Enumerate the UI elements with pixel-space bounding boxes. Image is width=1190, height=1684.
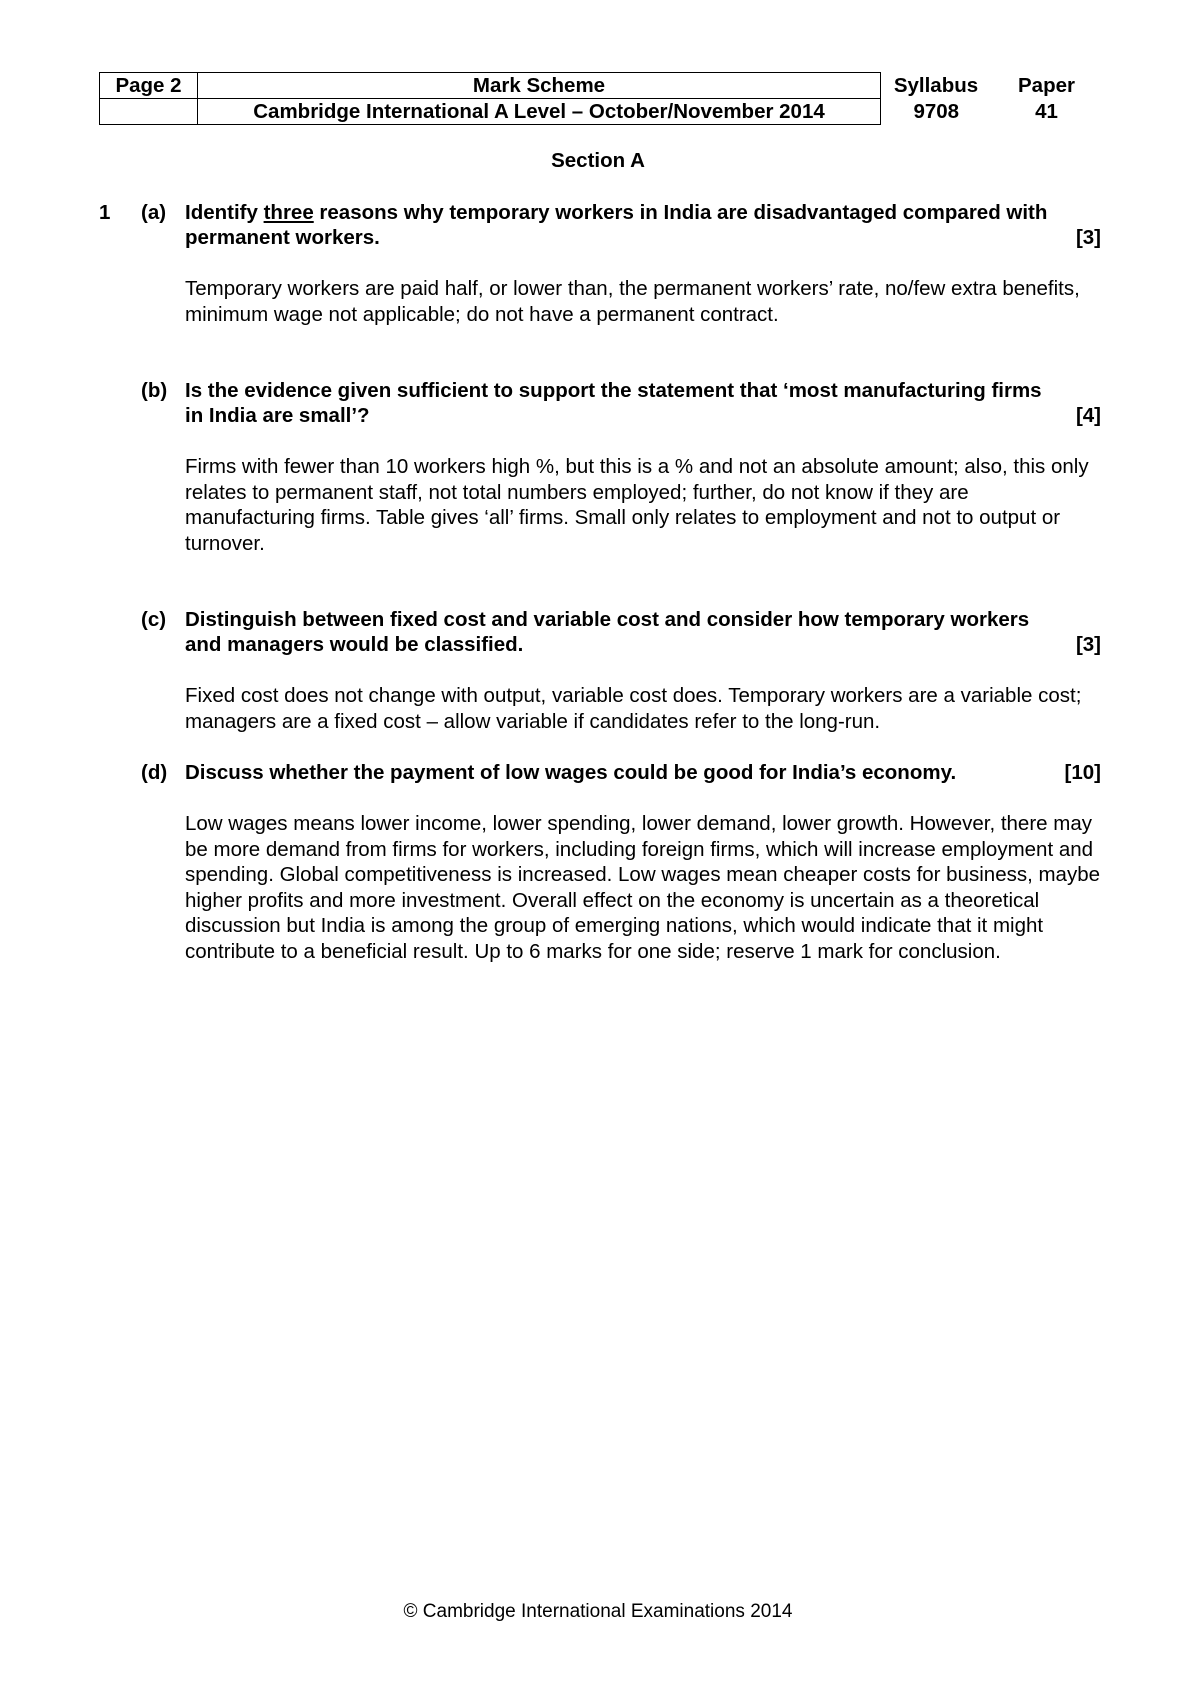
question-part-d: [141, 760, 1101, 964]
paper-label: Paper: [1018, 73, 1075, 97]
question-text: [185, 200, 1101, 250]
question-text: [185, 760, 1101, 785]
question-part-b: [141, 378, 1101, 556]
answer-text: Firms with fewer than 10 workers high %, but this is a % and not an absolute amount; also, this only relates to permanent staff, not total numbers employed; further, do not know if they are manufacturing firms. Table gives ‘all’ firms. Small only relates to employment and not to output or turnover.: [185, 455, 1089, 555]
section-heading: Section A: [551, 149, 645, 172]
marks: [10]: [1064, 761, 1101, 784]
question-text-body: Discuss whether the payment of low wages could be good for India’s economy.: [185, 761, 957, 784]
question-part-c: [141, 607, 1101, 734]
question-text: [185, 378, 1101, 428]
syllabus-value: 9708: [913, 99, 960, 123]
header-empty-cell: [100, 99, 198, 125]
question-text-body: Is the evidence given sufficient to support the statement that ‘most manufacturing firms in India are small’?: [185, 379, 1042, 427]
question-text-emphasis: three: [263, 201, 314, 224]
question-text-body: Distinguish between fixed cost and variable cost and consider how temporary workers and managers would be classified.: [185, 608, 1030, 656]
answer-text: Low wages means lower income, lower spending, lower demand, lower growth. However, there may be more demand from firms for workers, including foreign firms, which will increase employment and spending. Global competitiveness is increased. Low wages mean cheaper costs for business, maybe higher profits and more investment. Overall effect on the economy is uncertain as a theoretical discussion but India is among the group of emerging nations, which would indicate that it might contribute to a beneficial result. Up to 6 marks for one side; reserve 1 mark for conclusion.: [185, 812, 1101, 963]
header-table: [99, 72, 1102, 125]
document-title: Mark Scheme: [198, 73, 881, 99]
marks: [3]: [1075, 226, 1101, 249]
document-subtitle: Cambridge International A Level – October/November 2014: [198, 99, 881, 125]
syllabus-label: Syllabus: [893, 73, 979, 97]
part-label: (a): [141, 201, 167, 224]
copyright-footer: © Cambridge International Examinations 2014: [403, 1601, 793, 1622]
question-part-a: [141, 200, 1101, 327]
answer-text: Fixed cost does not change with output, variable cost does. Temporary workers are a variable cost; managers are a fixed cost – allow variable if candidates refer to the long-run.: [185, 684, 1082, 733]
part-label: (c): [141, 608, 167, 631]
part-label: (b): [141, 379, 168, 402]
question-text: [185, 607, 1101, 657]
marks: [4]: [1075, 404, 1101, 427]
marks: [3]: [1075, 633, 1101, 656]
paper-value: 41: [1035, 99, 1058, 123]
part-label: (d): [141, 761, 168, 784]
question-text-post: reasons why temporary workers in India are disadvantaged compared with permanent workers.: [185, 201, 1048, 249]
answer-text: Temporary workers are paid half, or lower than, the permanent workers’ rate, no/few extra benefits, minimum wage not applicable; do not have a permanent contract.: [185, 277, 1080, 326]
question-number: 1: [99, 201, 111, 224]
page-label: Page 2: [100, 73, 198, 99]
question-text-pre: Identify: [185, 201, 264, 224]
